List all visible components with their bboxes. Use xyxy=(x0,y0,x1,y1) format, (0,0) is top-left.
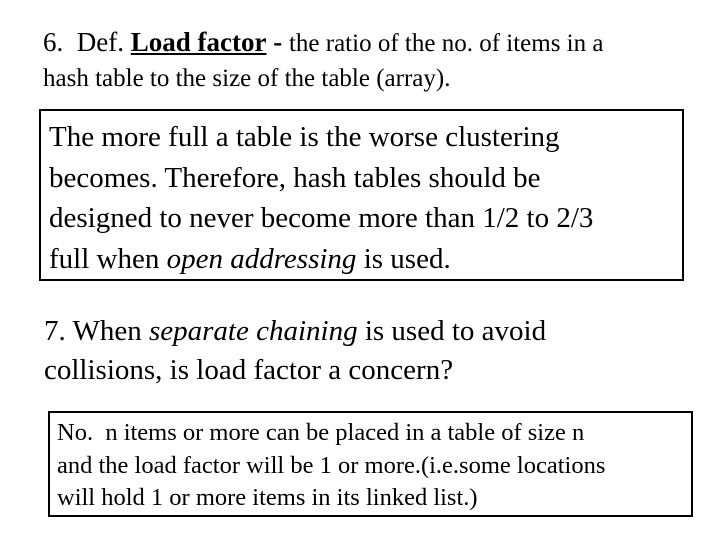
clustering-note-line-4 xyxy=(49,239,593,280)
item-6-definition-line-2: hash table to the size of the table (array). xyxy=(43,65,451,92)
defined-term: Load factor xyxy=(130,27,267,57)
line-4-end: is used. xyxy=(363,242,451,275)
clustering-note-line-2: becomes. Therefore, hash tables should be xyxy=(49,161,541,194)
question-7-line-2: collisions, is load factor a concern? xyxy=(44,354,454,386)
item-number: 6. xyxy=(43,27,64,57)
answer-line-1: No. n items or more can be placed in a table of size n xyxy=(57,419,585,446)
clustering-note-line-3: designed to never become more than 1/2 to 2/3 xyxy=(49,202,594,234)
answer-text xyxy=(57,417,605,515)
clustering-note-line-1: The more full a table is the worse clustering xyxy=(49,121,560,153)
open-addressing-term: open addressing xyxy=(166,242,357,275)
question-7 xyxy=(44,312,546,390)
question-7-end: is used to avoid xyxy=(357,315,547,347)
question-7-start: 7. When xyxy=(44,315,142,347)
term-dash: - xyxy=(273,27,283,57)
question-7-line-1 xyxy=(44,312,546,351)
item-6-definition-line-1 xyxy=(43,24,603,62)
definition-text-line-1: the ratio of the no. of items in a xyxy=(288,30,604,57)
answer-line-2: and the load factor will be 1 or more.(i.e.some locations xyxy=(57,451,606,479)
def-prefix: Def. xyxy=(76,27,124,57)
answer-line-3: will hold 1 or more items in its linked list.) xyxy=(57,484,478,511)
separate-chaining-term: separate chaining xyxy=(148,315,358,347)
clustering-note-text xyxy=(49,117,593,279)
line-4-start: full when xyxy=(49,242,160,275)
